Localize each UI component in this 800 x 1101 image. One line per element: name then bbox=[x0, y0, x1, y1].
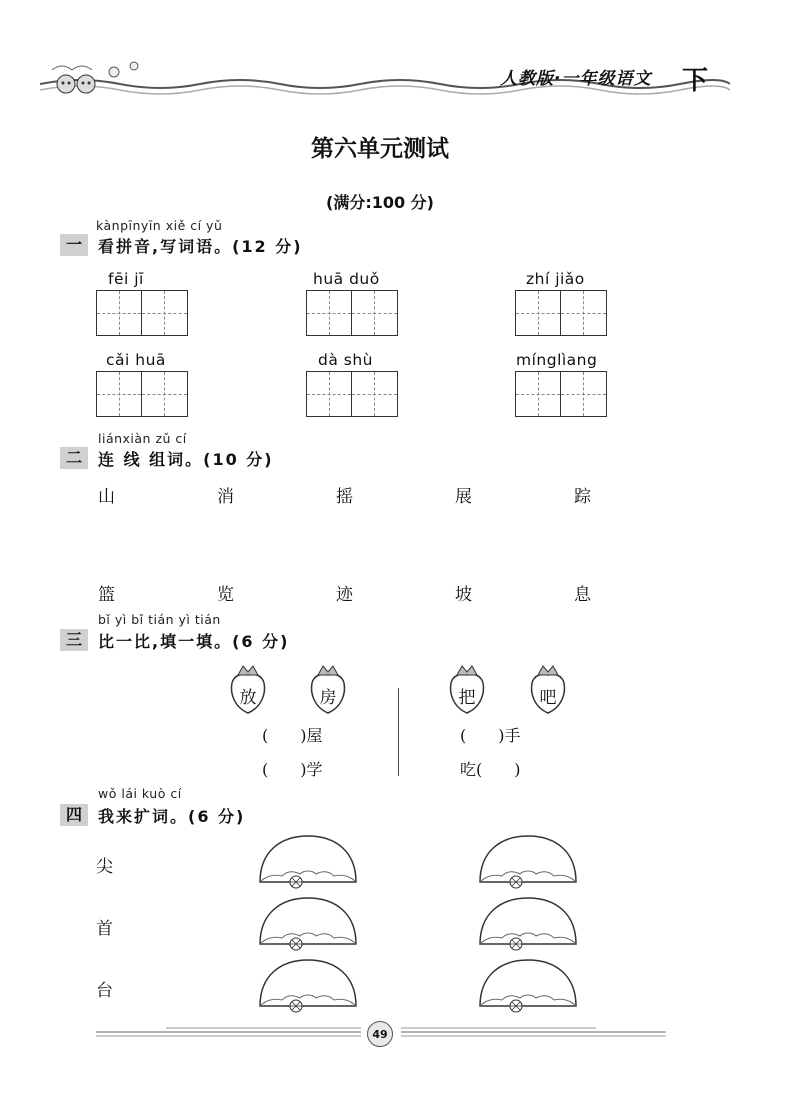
match-char-bottom[interactable]: 息 bbox=[574, 585, 591, 605]
section-4-number: 四 bbox=[60, 804, 88, 826]
writing-grid[interactable] bbox=[515, 290, 607, 336]
page-title: 第六单元测试 bbox=[311, 135, 449, 162]
word-pinyin: fēi jī bbox=[108, 270, 144, 288]
fill-blank[interactable]: ( )手 bbox=[460, 726, 521, 745]
section-1-pinyin-hint: kànpīnyīn xiě cí yǔ bbox=[96, 218, 223, 233]
section-2-number: 二 bbox=[60, 447, 88, 469]
section-3-instruction: 比一比,填一填。(6 分) bbox=[98, 632, 290, 651]
expand-char: 台 bbox=[96, 981, 113, 1001]
writing-grid[interactable] bbox=[96, 371, 188, 417]
word-pinyin: huā duǒ bbox=[313, 270, 380, 288]
writing-grid[interactable] bbox=[306, 371, 398, 417]
page-number: 49 bbox=[367, 1021, 393, 1047]
section-2-instruction: 连 线 组词。(10 分) bbox=[98, 450, 274, 469]
fill-blank[interactable]: 吃( ) bbox=[460, 760, 521, 779]
word-pinyin: zhí jiǎo bbox=[526, 270, 585, 288]
compare-char: 把 bbox=[458, 688, 476, 708]
section-4-pinyin-hint: wǒ lái kuò cí bbox=[98, 786, 182, 801]
match-char-bottom[interactable]: 览 bbox=[217, 585, 234, 605]
match-char-bottom[interactable]: 迹 bbox=[336, 585, 353, 605]
fan-answer-icon[interactable] bbox=[476, 894, 580, 952]
section-1-number: 一 bbox=[60, 234, 88, 256]
match-char-top[interactable]: 踪 bbox=[574, 487, 591, 507]
compare-char: 放 bbox=[239, 688, 257, 708]
fill-blank[interactable]: ( )屋 bbox=[262, 726, 323, 745]
fan-answer-icon[interactable] bbox=[476, 832, 580, 890]
match-char-bottom[interactable]: 坡 bbox=[455, 585, 472, 605]
writing-grid[interactable] bbox=[96, 290, 188, 336]
fan-answer-icon[interactable] bbox=[256, 956, 360, 1014]
section-1-instruction: 看拼音,写词语。(12 分) bbox=[98, 237, 303, 256]
compare-char: 房 bbox=[319, 688, 337, 708]
cartoon-kids-logo-icon bbox=[44, 56, 154, 100]
section-3-pinyin-hint: bǐ yì bǐ tián yì tián bbox=[98, 612, 221, 627]
word-pinyin: mínglìang bbox=[516, 351, 598, 369]
section-3-number: 三 bbox=[60, 629, 88, 651]
fan-answer-icon[interactable] bbox=[256, 832, 360, 890]
section-2-pinyin-hint: liánxiàn zǔ cí bbox=[98, 431, 187, 446]
fan-answer-icon[interactable] bbox=[476, 956, 580, 1014]
match-char-top[interactable]: 摇 bbox=[336, 487, 353, 507]
section-divider bbox=[398, 688, 399, 776]
fan-answer-icon[interactable] bbox=[256, 894, 360, 952]
edition-label: 人教版·一年级语文 bbox=[500, 69, 652, 89]
writing-grid[interactable] bbox=[306, 290, 398, 336]
expand-char: 尖 bbox=[96, 857, 113, 877]
word-pinyin: dà shù bbox=[318, 351, 373, 369]
volume-label: 下 bbox=[682, 66, 709, 96]
match-char-top[interactable]: 展 bbox=[455, 487, 472, 507]
writing-grid[interactable] bbox=[515, 371, 607, 417]
compare-char: 吧 bbox=[539, 688, 557, 708]
fill-blank[interactable]: ( )学 bbox=[262, 760, 323, 779]
match-char-bottom[interactable]: 篮 bbox=[98, 585, 115, 605]
expand-char: 首 bbox=[96, 919, 113, 939]
match-char-top[interactable]: 山 bbox=[98, 487, 115, 507]
match-char-top[interactable]: 消 bbox=[217, 487, 234, 507]
score-note: (满分:100 分) bbox=[326, 193, 434, 212]
word-pinyin: cǎi huā bbox=[106, 351, 166, 369]
section-4-instruction: 我来扩词。(6 分) bbox=[98, 807, 246, 826]
